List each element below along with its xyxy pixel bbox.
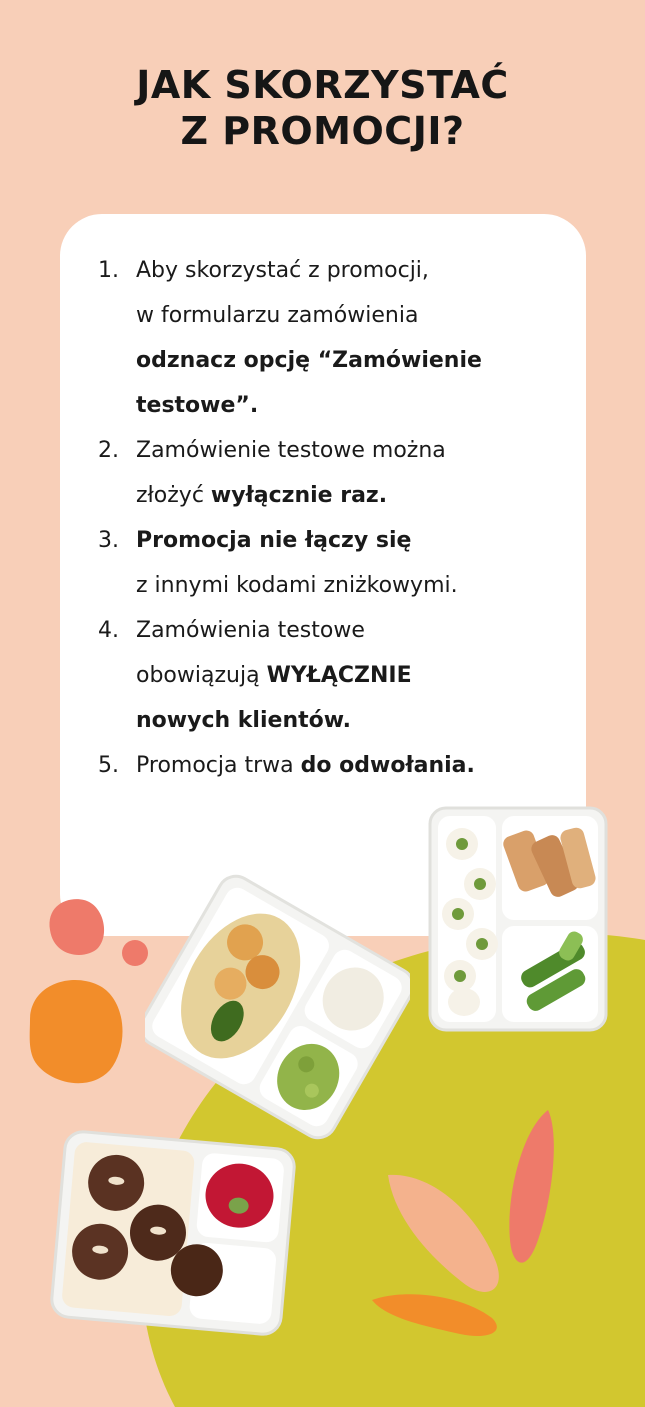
- step-highlight: Promocja nie łączy się: [136, 528, 412, 553]
- step-text: Promocja trwa: [136, 753, 301, 778]
- step-text: Zamówienie testowe można: [136, 438, 446, 463]
- step-highlight: do odwołania.: [300, 753, 475, 778]
- title-line-1: JAK SKORZYSTAĆ: [136, 63, 509, 107]
- step-highlight: WYŁĄCZNIE: [266, 663, 412, 688]
- coral-blob: [50, 899, 105, 955]
- peach-drop: [388, 1175, 499, 1292]
- step-number: 3.: [98, 528, 119, 553]
- orange-blob: [30, 980, 123, 1083]
- step-text: z innymi kodami zniżkowymi.: [136, 573, 458, 598]
- title-line-2: Z PROMOCJI?: [180, 109, 465, 153]
- step-text: Aby skorzystać z promocji,: [136, 258, 429, 283]
- step-text: obowiązują: [136, 663, 267, 688]
- step-number: 5.: [98, 753, 119, 778]
- step-highlight: testowe”.: [136, 393, 259, 418]
- step-text: w formularzu zamówienia: [136, 303, 419, 328]
- orange-drop: [372, 1294, 497, 1336]
- step-highlight: wyłącznie raz.: [210, 483, 388, 508]
- step-number: 4.: [98, 618, 119, 643]
- meal-tray-dessert: [50, 1130, 296, 1336]
- step-number: 1.: [98, 258, 119, 283]
- step-text: Zamówienia testowe: [136, 618, 365, 643]
- meal-tray-pasta: [145, 872, 410, 1142]
- step-number: 2.: [98, 438, 119, 463]
- step-highlight: odznacz opcję “Zamówienie: [136, 348, 482, 373]
- step-highlight: nowych klientów.: [136, 708, 352, 733]
- step-text: złożyć: [136, 483, 211, 508]
- coral-drop: [509, 1110, 553, 1263]
- meal-tray-eggs: [428, 806, 608, 1032]
